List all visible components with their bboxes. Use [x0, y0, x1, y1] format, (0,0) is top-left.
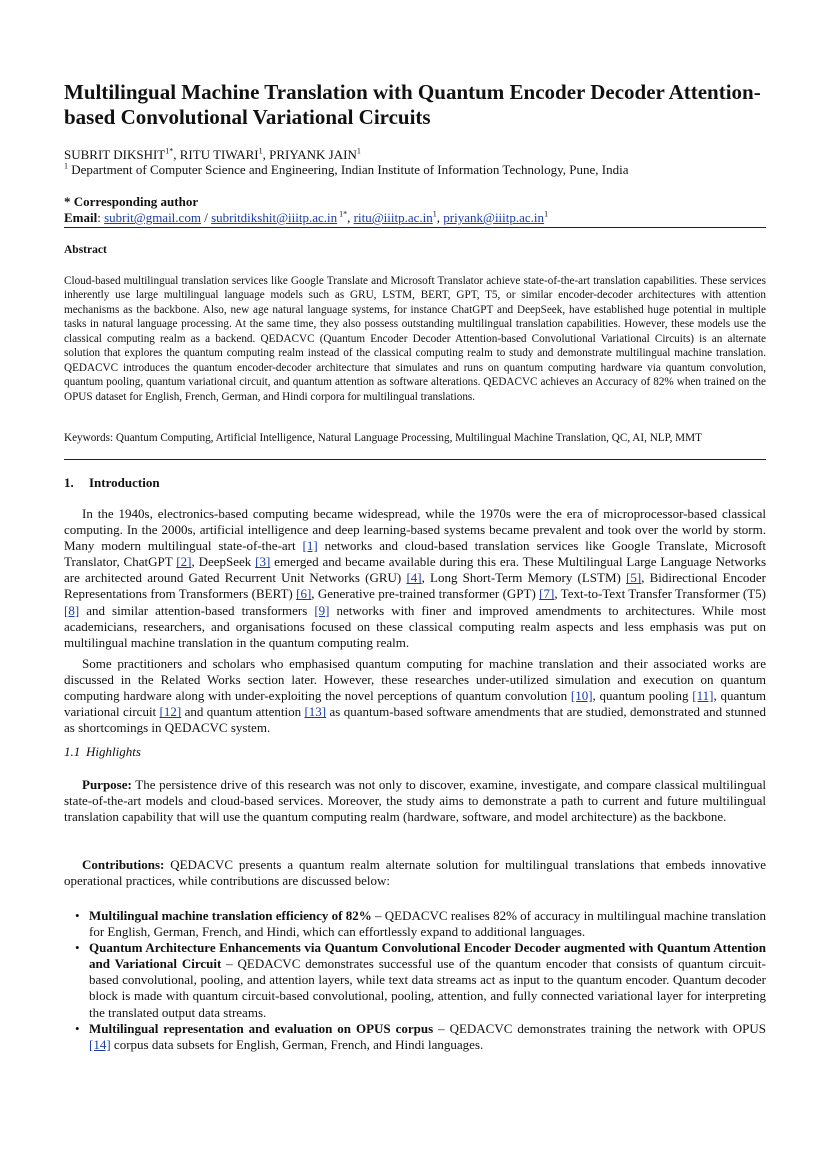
section-title: Introduction: [89, 475, 160, 490]
affiliation-text: Department of Computer Science and Engineering, Indian Institute of Information Technology, Pune, India: [68, 162, 629, 177]
list-item: [64, 1021, 766, 1053]
bullet-icon: •: [75, 940, 80, 956]
citation-link[interactable]: [3]: [255, 554, 271, 570]
email-separator: ,: [436, 210, 444, 225]
abstract-heading: Abstract: [64, 244, 107, 256]
email-link[interactable]: subrit@gmail.com: [104, 210, 201, 225]
text-run: , Text-to-Text Transfer Transformer (T5): [554, 586, 766, 602]
citation-link[interactable]: [9]: [314, 602, 330, 618]
corresponding-author-heading: * Corresponding author: [64, 194, 199, 209]
text-run: In the 1940s, electronics-based computing became widespread, while the 1970s were the era of microprocessor-based classical computing. In the 2000s, artificial intelligence and deep learning-based systems became prevalent and took over the world by storm. Many modern multilingual state-of-the-art: [64, 506, 766, 554]
citation-link[interactable]: [5]: [626, 570, 642, 586]
citation-link[interactable]: [4]: [406, 570, 422, 586]
text-run: and similar attention-based transformers: [79, 602, 315, 618]
email-link[interactable]: priyank@iiitp.ac.in: [443, 210, 545, 225]
citation-link[interactable]: [2]: [176, 554, 192, 570]
subsection-number: 1.1: [64, 744, 81, 759]
author-affil-mark: 1: [356, 146, 361, 156]
subsection-heading: [64, 744, 141, 760]
abstract-rule: [64, 459, 766, 460]
citation-link[interactable]: [11]: [692, 688, 714, 704]
list-item: [64, 940, 766, 1020]
list-item-title: Quantum Architecture Enhancements via Quantum Convolutional Encoder Decoder augmented with Quantum Attention and Variational Circuit: [89, 940, 766, 972]
keywords: Keywords: Quantum Computing, Artificial Intelligence, Natural Language Processing, Multilingual Machine Translation, QC, AI, NLP, MMT: [64, 432, 702, 444]
email-label: Email: [64, 210, 98, 225]
list-item-text: corpus data subsets for English, German, French, and Hindi languages.: [110, 1036, 484, 1052]
text-run: , quantum pooling: [592, 688, 693, 704]
author-list: [64, 147, 361, 163]
text-run: emerged and became available during this era. These Multilingual Large Language Networks are architected around Gated Recurrent Unit Networks (GRU): [64, 554, 767, 586]
contributions-paragraph: [64, 857, 766, 889]
list-item-title: Multilingual machine translation efficiency of 82%: [89, 908, 372, 923]
email-colon: :: [97, 210, 105, 225]
text-run: , Long Short-Term Memory (LSTM): [421, 570, 627, 586]
paper-title: Multilingual Machine Translation with Quantum Encoder Decoder Attention-based Convolutional Variational Circuits: [64, 80, 761, 129]
subsection-title: Highlights: [86, 744, 141, 759]
header-rule: [64, 227, 766, 228]
author-affil-mark: 1*: [165, 146, 174, 156]
section-heading: [64, 475, 160, 491]
author-name: RITU TIWARI: [179, 147, 259, 162]
list-item-title: Multilingual representation and evaluation on OPUS corpus: [89, 1020, 434, 1036]
email-link[interactable]: ritu@iiitp.ac.in: [353, 210, 433, 225]
text-run: , Generative pre-trained transformer (GPT): [311, 586, 540, 602]
list-item-text: – QEDACVC realises 82% of accuracy in multilingual machine translation for English, German, French, and Hindi, which can effortlessly expand to additional languages.: [89, 908, 766, 940]
list-item: [64, 908, 766, 940]
bullet-icon: •: [75, 1020, 80, 1036]
citation-link[interactable]: [6]: [296, 586, 312, 602]
abstract-text: Cloud-based multilingual translation services like Google Translate and Microsoft Translator achieve state-of-the-art translation capabilities. These services inherently use large multilingual language models such as GRU, LSTM, BERT, GPT, T5, or similar encoder-decoder architectures with attention mechanisms as the backbone. Also, new age natural language systems, for instance ChatGPT and DeepSeek, have established huge potential in multiple tasks in natural language processing. At the same time, they also possess outstanding multilingual translation capabilities. However, these models use the classical computing realm as a backend. QEDACVC (Quantum Encoder Decoder Attention-based Convolutional Variational Circuits) is an alternate solution that explores the quantum computing realm instead of the classical computing realm to study and demonstrate multilingual machine translation. QEDACVC introduces the quantum encoder-decoder architecture that simulates and runs on quantum computing hardware via quantum convolution, quantum pooling, quantum variational circuit, and quantum attention as software alterations. QEDACVC achieves an Accuracy of 82% when trained on the OPUS dataset for English, French, German, and Hindi corpora for multilingual translations.: [64, 275, 766, 403]
text-run: and quantum attention: [181, 704, 305, 720]
citation-link[interactable]: [14]: [89, 1036, 111, 1052]
email-affil-mark: 1: [544, 209, 549, 219]
citation-link[interactable]: [10]: [570, 688, 593, 704]
citation-link[interactable]: [8]: [64, 602, 80, 618]
affiliation: [64, 162, 628, 178]
author-separator: ,: [262, 147, 270, 162]
section-number: 1.: [64, 475, 74, 490]
contributions-label: Contributions:: [82, 857, 165, 872]
email-line: [64, 210, 548, 226]
affiliation-mark: 1: [64, 161, 68, 171]
email-affil-mark: 1: [432, 209, 437, 219]
intro-paragraph-1: [64, 506, 766, 651]
list-item-text: – QEDACVC demonstrates successful use of the quantum encoder that consists of quantum circuit-based convolutional, pooling, and attention layers, while text data streams act as input to the quantum encoder. Quantum decoder block is made with quantum circuit-based convolutional, pooling, attention, and fully connected variational layer for interpreting the translated output data streams.: [89, 956, 766, 1020]
purpose-text: The persistence drive of this research was not only to discover, examine, investigate, and compare classical multilingual state-of-the-art models and cloud-based services. Moreover, the study aims to demonstrate a path to current and future multilingual translation capability that will use the quantum computing realm (hardware, software, and model architecture) as the backbone.: [64, 777, 766, 825]
citation-link[interactable]: [1]: [302, 538, 318, 554]
citation-link[interactable]: [7]: [539, 586, 555, 602]
intro-paragraph-2: [64, 656, 766, 736]
text-run: , Bidirectional Encoder Representations from Transformers (BERT): [64, 570, 766, 602]
purpose-label: Purpose:: [82, 777, 132, 792]
text-run: , DeepSeek: [191, 554, 256, 570]
email-link[interactable]: subritdikshit@iiitp.ac.in: [211, 210, 338, 225]
text-run: , quantum variational circuit: [64, 688, 766, 720]
author-name: SUBRIT DIKSHIT: [64, 147, 166, 162]
contributions-text: QEDACVC presents a quantum realm alternate solution for multilingual translations that embeds innovative operational practices, while contributions are discussed below:: [64, 857, 766, 889]
author-name: PRIYANK JAIN: [269, 147, 357, 162]
list-item-text: – QEDACVC demonstrates training the network with OPUS: [433, 1020, 766, 1036]
citation-link[interactable]: [12]: [159, 704, 182, 720]
author-separator: ,: [173, 147, 180, 162]
purpose-paragraph: [64, 777, 766, 825]
citation-link[interactable]: [13]: [304, 704, 327, 720]
email-separator: ,: [347, 210, 354, 225]
author-affil-mark: 1: [258, 146, 263, 156]
email-separator: /: [200, 210, 212, 225]
bullet-icon: •: [75, 908, 80, 923]
text-run: networks with finer and improved amendments to architectures. While most academicians, researchers, and organisations focused on these classical computing realm aspects and less emphasis was put on multilingual machine translation in the quantum computing realm.: [64, 602, 766, 650]
text-run: networks and cloud-based translation services like Google Translate, Microsoft Translator, ChatGPT: [64, 538, 767, 570]
text-run: as quantum-based software amendments that are studied, demonstrated and stunned as shortcomings in QEDACVC system.: [64, 704, 766, 736]
text-run: Some practitioners and scholars who emphasised quantum computing for machine translation and their associated works are discussed in the Related Works section later. However, these researches under-utilized simulation and execution on quantum computing hardware along with under-exploiting the novel perceptions of quantum convolution: [64, 656, 766, 704]
email-affil-mark: 1*: [337, 209, 348, 219]
contributions-list: [64, 908, 766, 1053]
